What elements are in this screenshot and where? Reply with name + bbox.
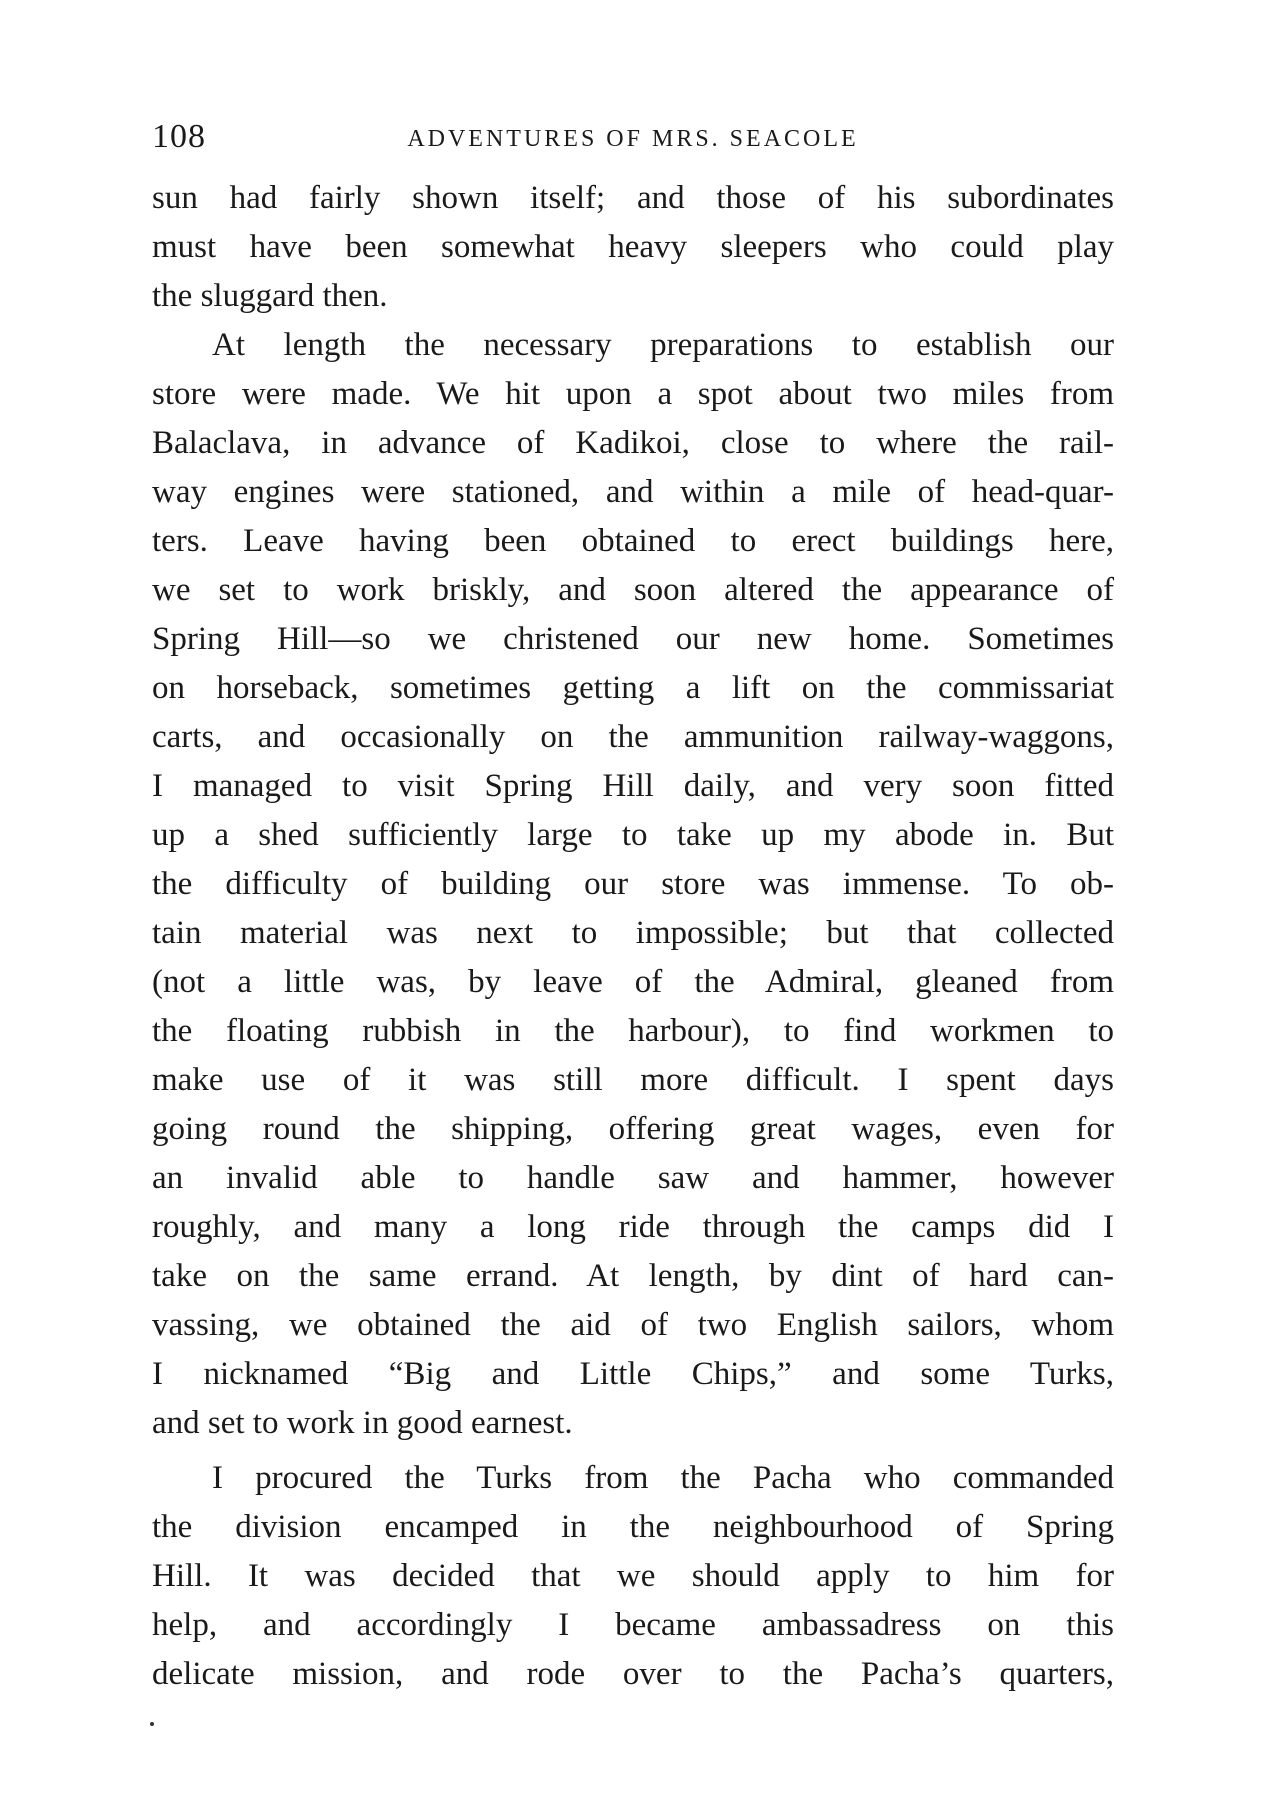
text-line: (not a little was, by leave of the Admiral, gleaned from — [152, 964, 1114, 1000]
text-line: sun had fairly shown itself; and those of his subordinates — [152, 180, 1114, 216]
text-line: way engines were stationed, and within a mile of head-quar- — [152, 474, 1114, 510]
page-header — [152, 118, 1114, 166]
text-line: help, and accordingly I became ambassadress on this — [152, 1607, 1114, 1643]
text-line: tain material was next to impossible; but that collected — [152, 915, 1114, 951]
text-line: store were made. We hit upon a spot about two miles from — [152, 376, 1114, 412]
paragraph — [152, 174, 1114, 321]
text-line: and set to work in good earnest. — [152, 1405, 573, 1441]
paragraph — [152, 321, 1114, 1448]
page-number: 108 — [152, 118, 206, 155]
book-page — [152, 118, 1114, 1699]
text-line: I managed to visit Spring Hill daily, and very soon fitted — [152, 768, 1114, 804]
paragraph — [152, 1454, 1114, 1699]
text-line: I nicknamed “Big and Little Chips,” and some Turks, — [152, 1356, 1114, 1392]
text-line: going round the shipping, offering great wages, even for — [152, 1111, 1114, 1147]
text-line: vassing, we obtained the aid of two English sailors, whom — [152, 1307, 1114, 1343]
text-line: Balaclava, in advance of Kadikoi, close to where the rail- — [152, 425, 1114, 461]
text-line: we set to work briskly, and soon altered the appearance of — [152, 572, 1114, 608]
print-speck — [150, 1722, 154, 1726]
text-line: the division encamped in the neighbourhood of Spring — [152, 1509, 1114, 1545]
text-line: At length the necessary preparations to establish our — [212, 327, 1114, 363]
text-line: delicate mission, and rode over to the Pacha’s quarters, — [152, 1656, 1114, 1692]
text-line: must have been somewhat heavy sleepers who could play — [152, 229, 1114, 265]
text-line: ters. Leave having been obtained to erect buildings here, — [152, 523, 1114, 559]
text-line: the sluggard then. — [152, 278, 388, 314]
text-line: the difficulty of building our store was immense. To ob- — [152, 866, 1114, 902]
text-line: carts, and occasionally on the ammunition railway-waggons, — [152, 719, 1114, 755]
text-line: up a shed sufficiently large to take up my abode in. But — [152, 817, 1114, 853]
text-line: make use of it was still more difficult. I spent days — [152, 1062, 1114, 1098]
body-text — [152, 174, 1114, 1699]
text-line: Spring Hill—so we christened our new home. Sometimes — [152, 621, 1114, 657]
text-line: on horseback, sometimes getting a lift on the commissariat — [152, 670, 1114, 706]
text-line: I procured the Turks from the Pacha who commanded — [212, 1460, 1114, 1496]
running-title: ADVENTURES OF MRS. SEACOLE — [407, 126, 859, 152]
text-line: an invalid able to handle saw and hammer, however — [152, 1160, 1114, 1196]
text-line: take on the same errand. At length, by dint of hard can- — [152, 1258, 1114, 1294]
text-line: roughly, and many a long ride through the camps did I — [152, 1209, 1114, 1245]
text-line: Hill. It was decided that we should apply to him for — [152, 1558, 1114, 1594]
text-line: the floating rubbish in the harbour), to find workmen to — [152, 1013, 1114, 1049]
